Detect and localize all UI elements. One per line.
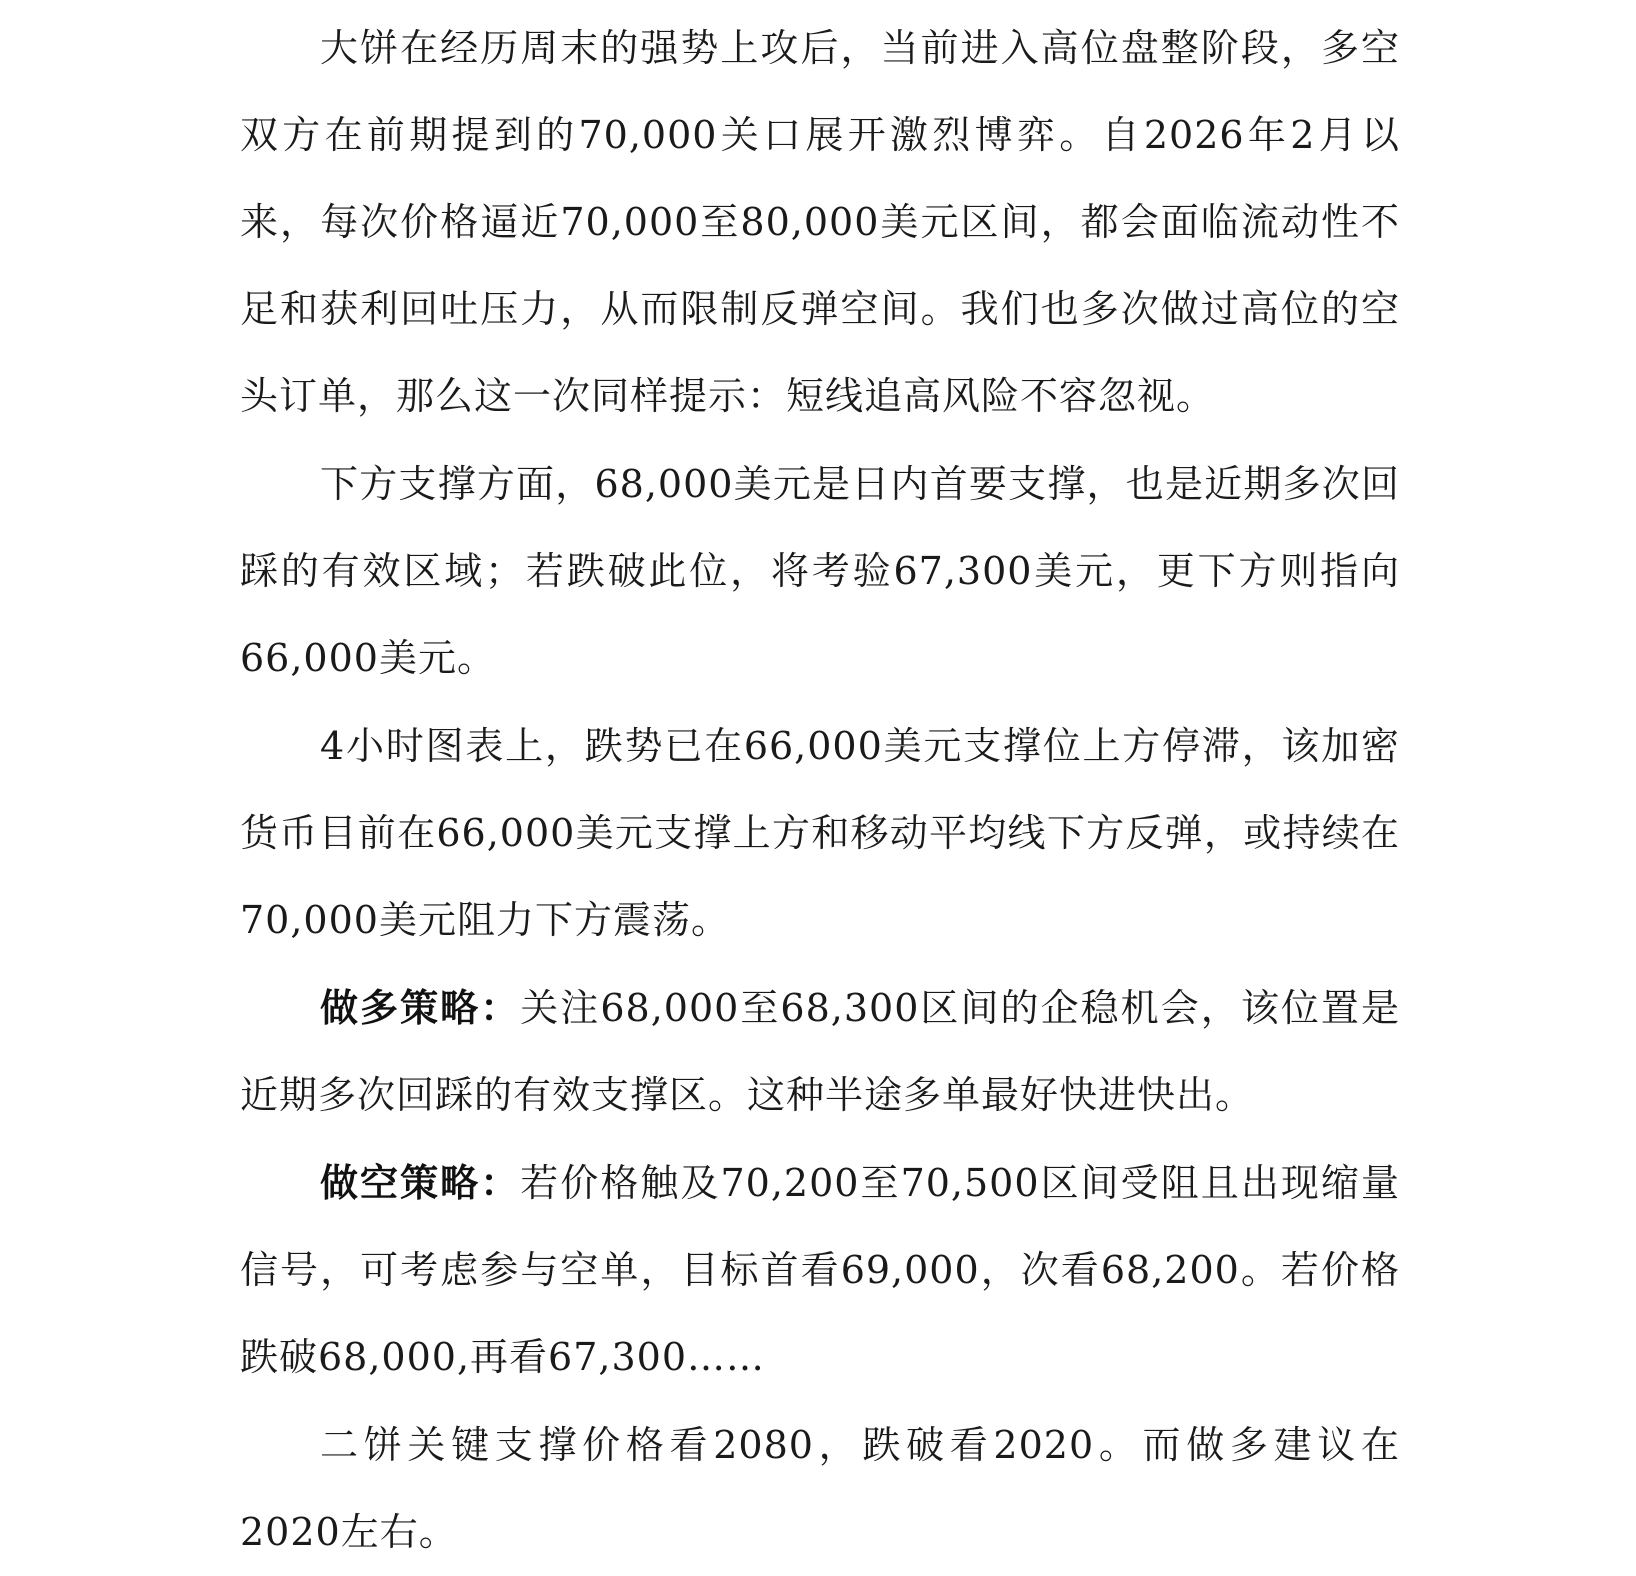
document-body <box>240 4 1400 1576</box>
paragraph-text: 下方支撑方面，68,000美元是日内首要支撑，也是近期多次回踩的有效区域；若跌破此位，将考验67,300美元，更下方则指向66,000美元。 <box>240 462 1400 680</box>
paragraph-eth-levels <box>240 1401 1400 1576</box>
paragraph-support-levels <box>240 440 1400 702</box>
paragraph-text: 大饼在经历周末的强势上攻后，当前进入高位盘整阶段，多空双方在前期提到的70,000关口展开激烈博弈。自2026年2月以来，每次价格逼近70,000至80,000美元区间，都会面临流动性不足和获利回吐压力，从而限制反弹空间。我们也多次做过高位的空头订单，那么这一次同样提示：短线追高风险不容忽视。 <box>240 26 1400 418</box>
paragraph-text: 若价格触及70,200至70,500区间受阻且出现缩量信号，可考虑参与空单，目标首看69,000，次看68,200。若价格跌破68,000,再看67,300…… <box>240 1161 1400 1379</box>
paragraph-4h-chart <box>240 702 1400 964</box>
paragraph-long-strategy <box>240 964 1400 1139</box>
paragraph-short-strategy <box>240 1139 1400 1401</box>
short-strategy-label: 做空策略： <box>320 1160 521 1205</box>
long-strategy-label: 做多策略： <box>320 985 521 1030</box>
paragraph-btc-overview <box>240 4 1400 440</box>
paragraph-text: 4小时图表上，跌势已在66,000美元支撑位上方停滞，该加密货币目前在66,000美元支撑上方和移动平均线下方反弹，或持续在70,000美元阻力下方震荡。 <box>240 724 1400 942</box>
paragraph-text: 关注68,000至68,300区间的企稳机会，该位置是近期多次回踩的有效支撑区。这种半途多单最好快进快出。 <box>240 986 1400 1117</box>
paragraph-text: 二饼关键支撑价格看2080，跌破看2020。而做多建议在2020左右。 <box>240 1423 1400 1554</box>
